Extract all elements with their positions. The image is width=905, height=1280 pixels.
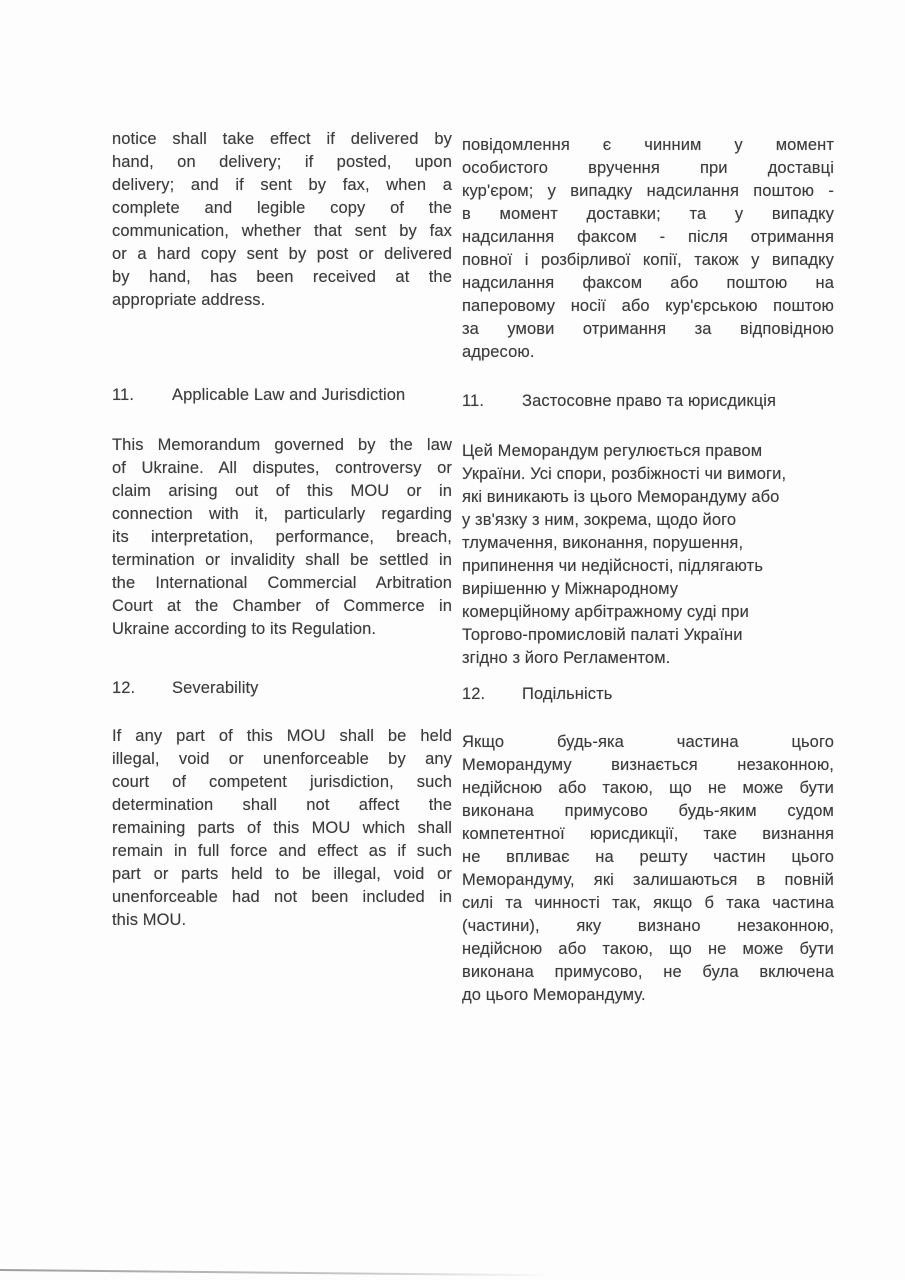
section12-title-en: Severability [172, 679, 259, 697]
row-section11-paragraph [112, 434, 834, 678]
text-line: недійсною або такою, що не може бути [462, 779, 834, 797]
text-line: Меморандуму, які залишаються в повній [462, 871, 834, 889]
text-line: of Ukraine. All disputes, controversy or [112, 459, 452, 477]
row-section12-paragraph [112, 725, 834, 1007]
text-line: до цього Меморандуму. [462, 986, 646, 1004]
text-line: у зв'язку з ним, зокрема, щодо його [462, 511, 737, 529]
column-ukrainian [462, 128, 834, 364]
text-line: тлумачення, виконання, порушення, [462, 534, 744, 552]
column-ukrainian [462, 725, 834, 1007]
scan-artifact-line [0, 1269, 552, 1276]
row-notice-paragraph [112, 128, 834, 370]
text-line: повної і розбірливої копії, також у випадку [462, 251, 834, 269]
section11-title-en: Applicable Law and Jurisdiction [172, 386, 406, 404]
section11-number-en: 11. [112, 386, 135, 404]
text-line: complete and legible copy of the [112, 199, 452, 217]
text-line: вирішенню у Міжнародному [462, 580, 679, 598]
text-line: Цей Меморандум регулюється правом [462, 442, 763, 460]
text-line: повідомлення є чинним у момент [462, 136, 834, 154]
text-line: This Memorandum governed by the law [112, 436, 452, 454]
section12-number-ua: 12. [462, 685, 486, 703]
text-line: за умови отримання за відповідною [462, 320, 834, 338]
text-line: компетентної юрисдикції, таке визнання [462, 825, 834, 843]
text-line: кур'єром; у випадку надсилання поштою - [462, 182, 834, 200]
column-english [112, 128, 452, 312]
section12-heading-ua [462, 678, 834, 704]
section12-heading-en [112, 678, 452, 698]
text-line: виконана примусово, не була включена [462, 963, 834, 981]
section11-number-ua: 11. [462, 392, 485, 410]
text-line: the International Commercial Arbitration [112, 574, 452, 592]
section11-title-ua: Застосовне право та юрисдикція [522, 392, 777, 410]
text-line: court of competent jurisdiction, such [112, 773, 452, 791]
text-line: determination shall not affect the [112, 796, 452, 814]
text-line: appropriate address. [112, 291, 266, 309]
paragraph-notice-en [112, 128, 452, 312]
text-line: виконана примусово будь-яким судом [462, 802, 834, 820]
text-line: remain in full force and effect as if such [112, 842, 452, 860]
text-line: Меморандуму визнається незаконною, [462, 756, 834, 774]
text-line: України. Усі спори, розбіжності чи вимоги, [462, 465, 787, 483]
text-line: комерційному арбітражному суді при [462, 603, 749, 621]
section12-number-en: 12. [112, 679, 136, 697]
paragraph-section12-ua [462, 725, 834, 1007]
text-line: illegal, void or unenforceable by any [112, 750, 452, 768]
text-line: unenforceable had not been included in [112, 888, 452, 906]
text-line: надсилання факсом або поштою на [462, 274, 834, 292]
text-line: згідно з його Регламентом. [462, 649, 671, 667]
column-english [112, 725, 452, 932]
column-ukrainian [462, 434, 834, 670]
text-line: особистого вручення при доставці [462, 159, 834, 177]
text-line: Торгово-промисловій палаті України [462, 626, 743, 644]
text-line: connection with it, particularly regarding [112, 505, 452, 523]
text-line: Якщо будь-яка частина цього [462, 733, 834, 751]
text-line: адресою. [462, 343, 535, 361]
text-line: by hand, has been received at the [112, 268, 452, 286]
text-line: недійсною або такою, що не може бути [462, 940, 834, 958]
row-section12-heading [112, 678, 834, 704]
text-line: If any part of this MOU shall be held [112, 727, 452, 745]
text-line: part or parts held to be illegal, void or [112, 865, 452, 883]
text-line: (частини), яку визнано незаконною, [462, 917, 834, 935]
text-line: termination or invalidity shall be settled in [112, 551, 452, 569]
paragraph-notice-ua [462, 128, 834, 364]
text-line: надсилання факсом - після отримання [462, 228, 834, 246]
section12-title-ua: Подільність [522, 685, 613, 703]
text-line: Ukraine according to its Regulation. [112, 620, 377, 638]
section11-heading-ua [462, 385, 834, 411]
row-section11-heading [112, 385, 834, 411]
paragraph-section11-en [112, 434, 452, 641]
text-line: remaining parts of this MOU which shall [112, 819, 452, 837]
text-line: this MOU. [112, 911, 187, 929]
text-line: communication, whether that sent by fax [112, 222, 452, 240]
text-line: hand, on delivery; if posted, upon [112, 153, 452, 171]
text-line: notice shall take effect if delivered by [112, 130, 452, 148]
paragraph-section11-ua [462, 434, 834, 670]
text-line: Court at the Chamber of Commerce in [112, 597, 452, 615]
text-line: не впливає на решту частин цього [462, 848, 834, 866]
text-line: claim arising out of this MOU or in [112, 482, 452, 500]
column-english [112, 434, 452, 641]
text-line: припинення чи недійсності, підлягають [462, 557, 764, 575]
text-line: силі та чинності так, якщо б така частина [462, 894, 834, 912]
text-line: its interpretation, performance, breach, [112, 528, 452, 546]
text-line: паперовому носії або кур'єрською поштою [462, 297, 834, 315]
text-line: в момент доставки; та у випадку [462, 205, 834, 223]
section11-heading-en [112, 385, 452, 405]
text-line: or a hard copy sent by post or delivered [112, 245, 452, 263]
text-line: delivery; and if sent by fax, when a [112, 176, 452, 194]
document-content [112, 128, 834, 1007]
paragraph-section12-en [112, 725, 452, 932]
text-line: які виникають із цього Меморандуму або [462, 488, 780, 506]
